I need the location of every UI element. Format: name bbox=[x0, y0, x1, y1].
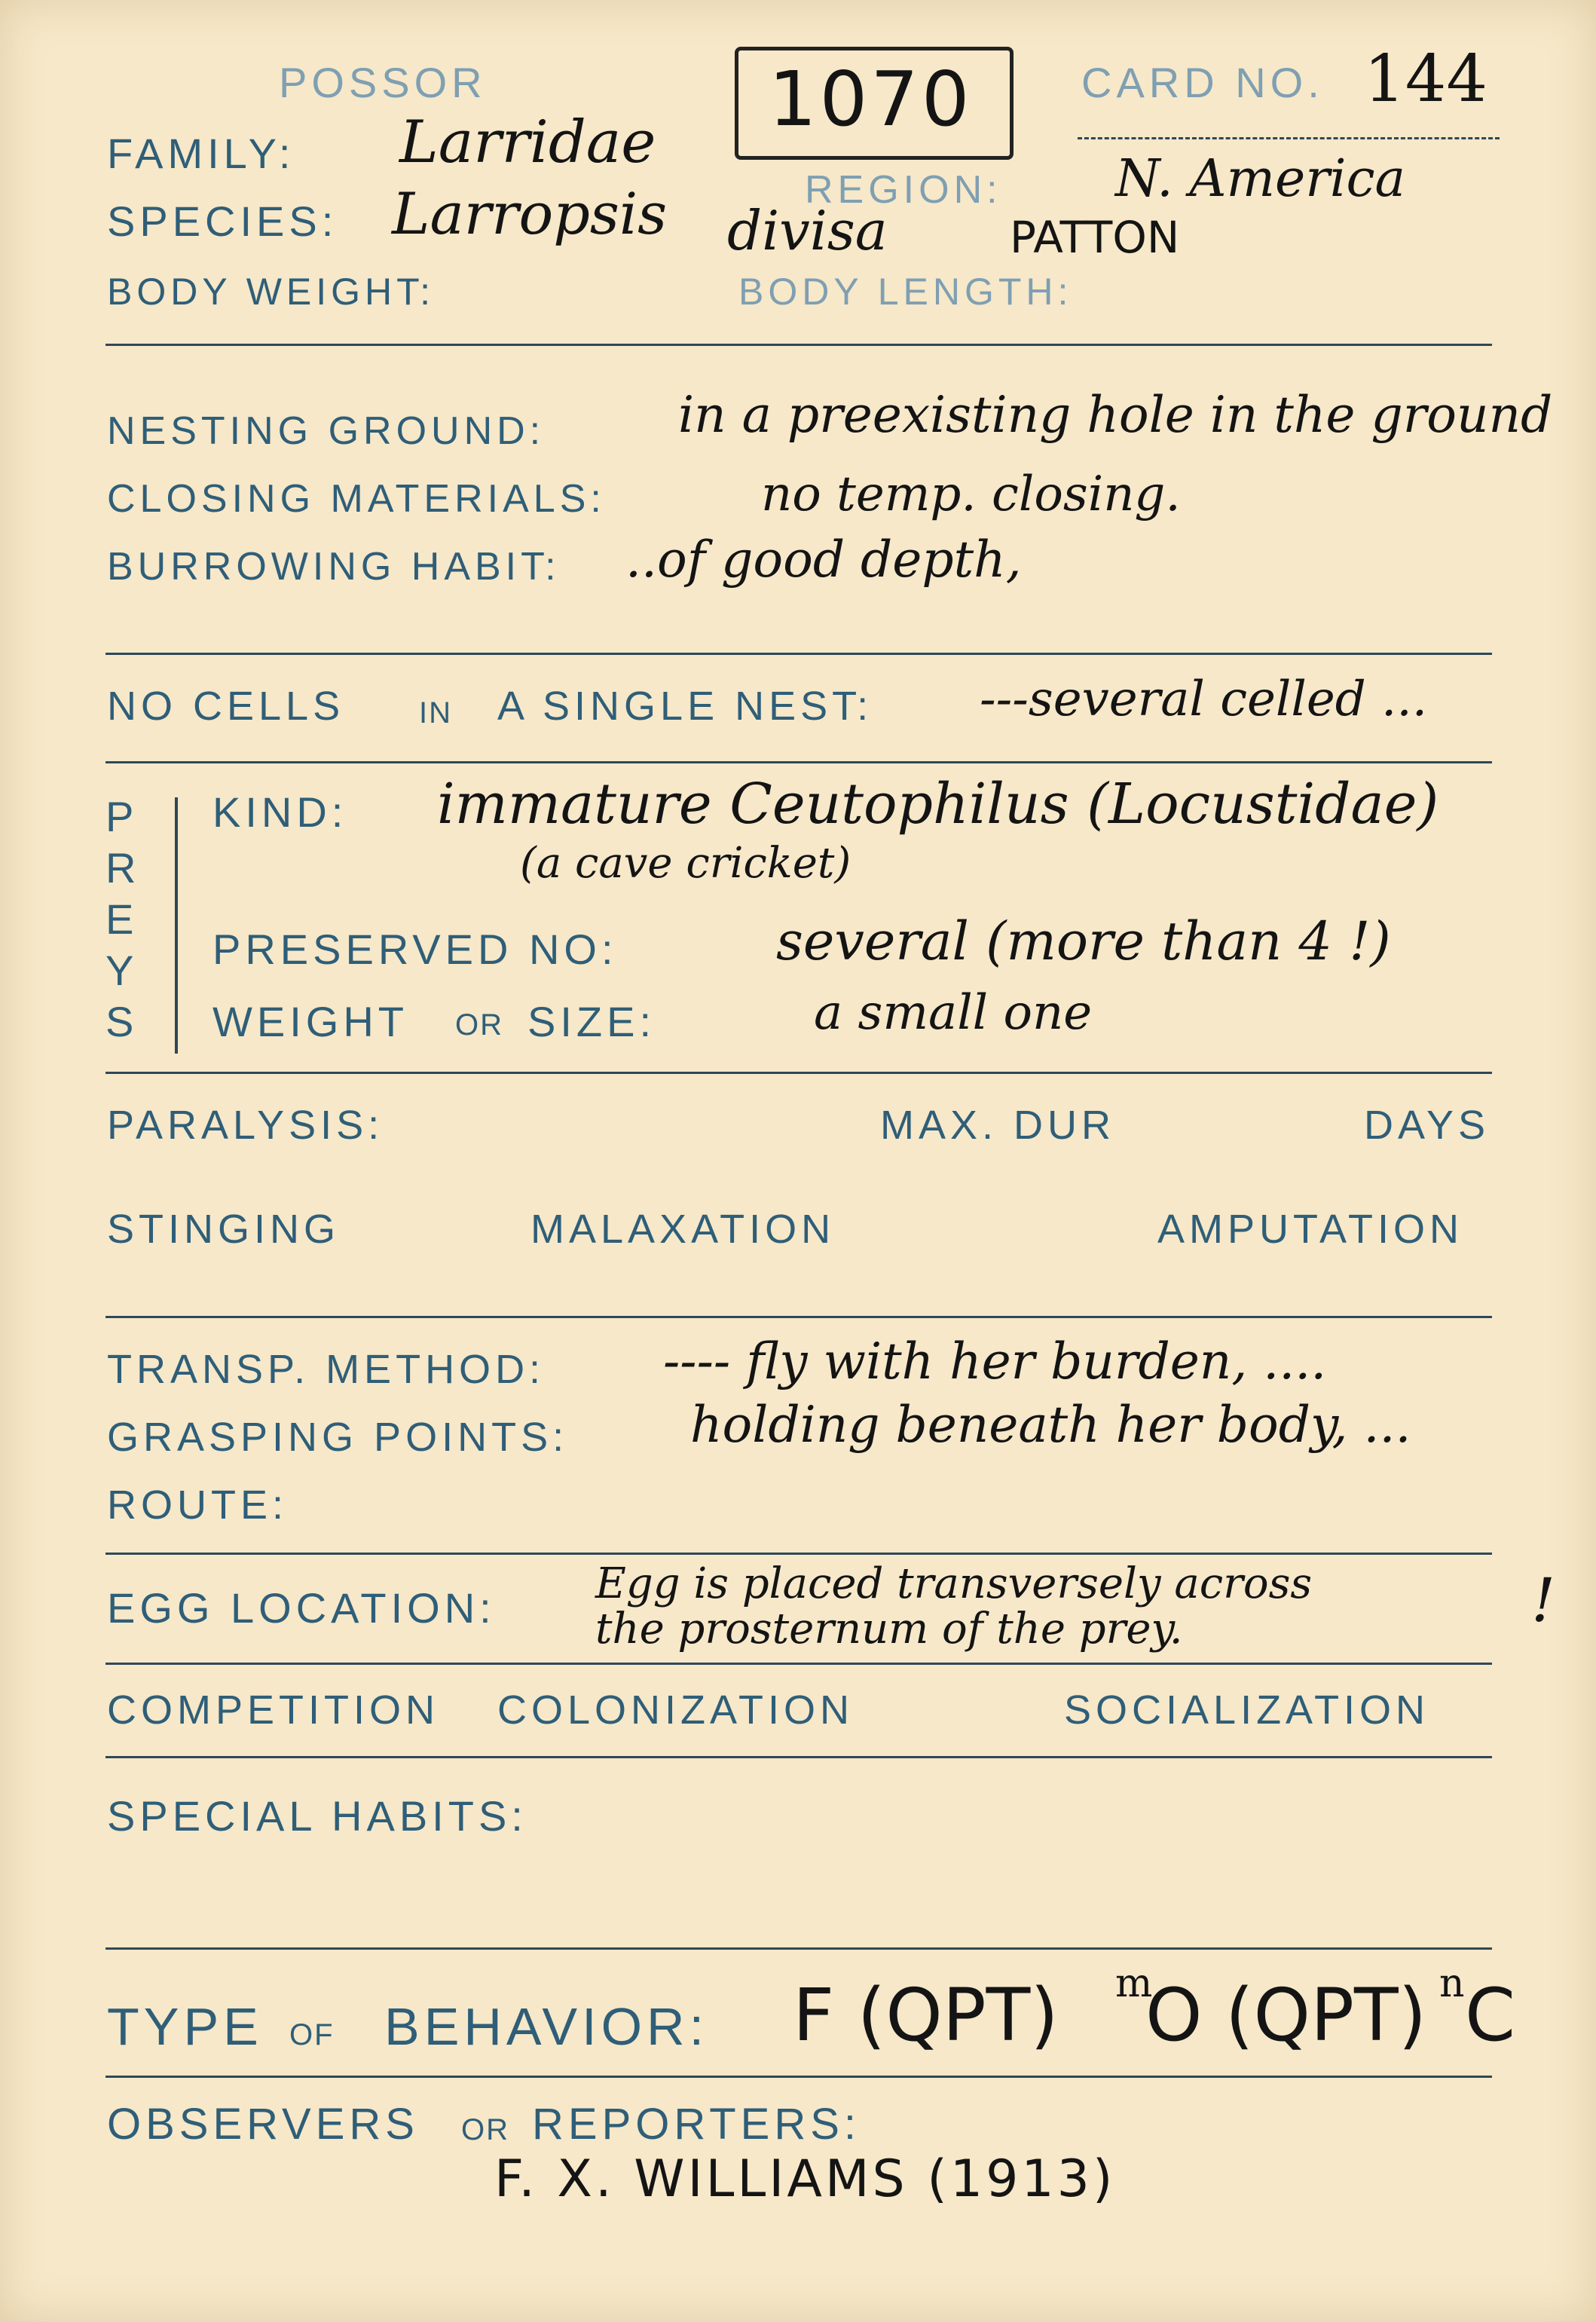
divider bbox=[105, 1553, 1492, 1555]
nesting-ground-label: NESTING GROUND: bbox=[107, 409, 546, 453]
behavior-label-of: OF bbox=[289, 2018, 335, 2051]
behavior-label-b: BEHAVIOR: bbox=[384, 1997, 709, 2056]
competition-label: COMPETITION bbox=[107, 1687, 439, 1733]
divider bbox=[105, 1756, 1492, 1758]
preys-letter: E bbox=[105, 895, 134, 943]
observers-label-a: OBSERVERS bbox=[107, 2100, 419, 2149]
weight-label: WEIGHT bbox=[212, 998, 408, 1045]
closing-materials-value: no temp. closing. bbox=[761, 467, 1181, 522]
card-no-label: CARD NO. bbox=[1081, 59, 1324, 106]
transp-method-label: TRANSP. METHOD: bbox=[107, 1347, 546, 1392]
species-value: Larropsis bbox=[392, 180, 668, 247]
special-habits-label: SPECIAL HABITS: bbox=[107, 1792, 527, 1840]
divider bbox=[105, 344, 1492, 346]
preserved-value: several (more than 4 !) bbox=[776, 910, 1391, 972]
burrowing-habit-value: ..of good depth, bbox=[625, 531, 1022, 589]
authority: PATTON bbox=[1010, 212, 1180, 263]
species-value-2: divisa bbox=[727, 199, 888, 262]
card-no-value: 144 bbox=[1364, 41, 1488, 117]
species-label: SPECIES: bbox=[107, 197, 338, 245]
kind-value-2: (a cave cricket) bbox=[520, 839, 852, 888]
behavior-formula-a: F (QPT) bbox=[793, 1973, 1059, 2057]
observers-label-or: OR bbox=[461, 2113, 509, 2146]
behavior-label-a: TYPE bbox=[107, 1997, 263, 2056]
kind-label: KIND: bbox=[212, 788, 348, 836]
preys-letter: R bbox=[105, 844, 136, 892]
days-label: DAYS bbox=[1364, 1103, 1491, 1148]
egg-location-label: EGG LOCATION: bbox=[107, 1584, 496, 1632]
amputation-label: AMPUTATION bbox=[1157, 1207, 1463, 1252]
region-label: REGION: bbox=[805, 168, 1002, 212]
divider bbox=[105, 1072, 1492, 1074]
divider bbox=[105, 1316, 1492, 1318]
weight-value: a small one bbox=[814, 985, 1093, 1041]
body-length-label: BODY LENGTH: bbox=[738, 271, 1073, 313]
transp-method-value: ---- fly with her burden, .... bbox=[663, 1332, 1327, 1390]
divider bbox=[105, 1947, 1492, 1950]
region-value: N. America bbox=[1115, 149, 1406, 209]
weight-label-2: SIZE: bbox=[527, 998, 656, 1045]
preys-bracket bbox=[175, 797, 178, 1054]
cells-label-small: IN bbox=[419, 696, 452, 730]
max-dur-label: MAX. DUR bbox=[880, 1103, 1116, 1148]
grasping-points-label: GRASPING POINTS: bbox=[107, 1415, 569, 1460]
observers-label-b: REPORTERS: bbox=[532, 2100, 861, 2149]
divider bbox=[105, 2076, 1492, 2078]
possor-label: POSSOR bbox=[279, 59, 487, 106]
egg-location-value-2: the prosternum of the prey. bbox=[595, 1605, 1183, 1654]
behavior-superscript-n: n bbox=[1439, 1961, 1465, 2006]
family-label: FAMILY: bbox=[107, 130, 295, 177]
route-label: ROUTE: bbox=[107, 1482, 289, 1528]
preys-letter: P bbox=[105, 793, 134, 840]
paralysis-label: PARALYSIS: bbox=[107, 1103, 384, 1148]
card-number: 1070 bbox=[769, 55, 973, 143]
behavior-superscript-m: m bbox=[1115, 1961, 1153, 2006]
nesting-ground-value: in a preexisting hole in the ground bbox=[678, 386, 1553, 444]
cells-label: NO CELLS bbox=[107, 684, 345, 729]
burrowing-habit-label: BURROWING HABIT: bbox=[107, 545, 561, 589]
weight-or: OR bbox=[455, 1008, 503, 1042]
preserved-label: PRESERVED NO: bbox=[212, 925, 618, 973]
malaxation-label: MALAXATION bbox=[530, 1207, 836, 1252]
preys-letter: S bbox=[105, 998, 134, 1045]
kind-value: immature Ceutophilus (Locustidae) bbox=[437, 772, 1439, 837]
divider bbox=[105, 1663, 1492, 1665]
card-no-underline bbox=[1078, 137, 1500, 139]
stinging-label: STINGING bbox=[107, 1207, 341, 1252]
observers-value: F. X. WILLIAMS (1913) bbox=[494, 2149, 1116, 2209]
behavior-formula-c: C bbox=[1465, 1973, 1516, 2057]
divider bbox=[105, 653, 1492, 655]
cells-label-rest: A SINGLE NEST: bbox=[497, 684, 873, 729]
colonization-label: COLONIZATION bbox=[497, 1687, 855, 1733]
family-value: Larridae bbox=[399, 109, 656, 176]
egg-location-value-1: Egg is placed transversely across bbox=[595, 1559, 1313, 1608]
socialization-label: SOCIALIZATION bbox=[1064, 1687, 1430, 1733]
egg-exclaim: ! bbox=[1531, 1565, 1556, 1635]
grasping-points-value: holding beneath her body, ... bbox=[690, 1396, 1411, 1454]
divider bbox=[105, 761, 1492, 763]
closing-materials-label: CLOSING MATERIALS: bbox=[107, 477, 606, 521]
body-weight-label: BODY WEIGHT: bbox=[107, 271, 436, 313]
behavior-formula-b: O (QPT) bbox=[1145, 1973, 1427, 2057]
preys-letter: Y bbox=[105, 947, 134, 994]
cells-value: ---several celled ... bbox=[980, 672, 1428, 727]
